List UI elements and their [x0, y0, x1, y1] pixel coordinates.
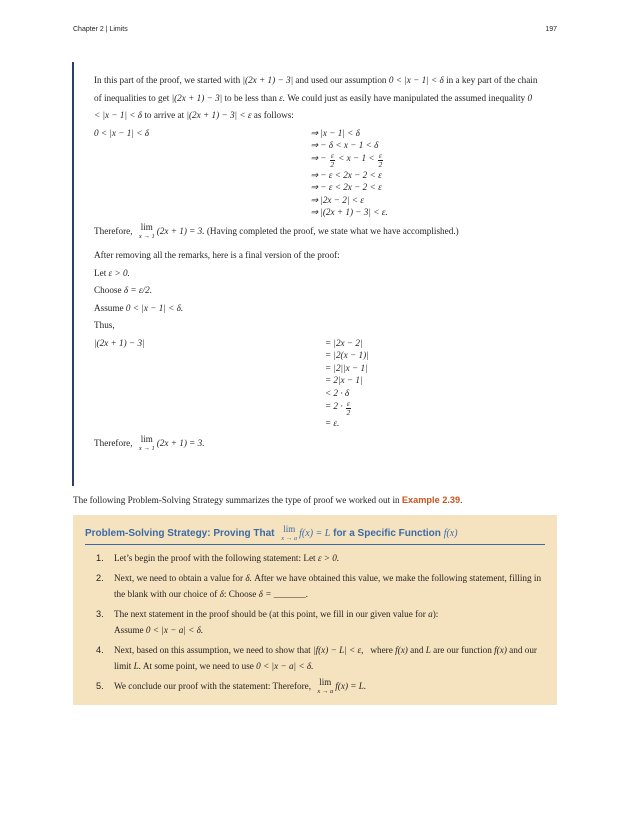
list-item: 5. We conclude our proof with the statement: Therefore, lim x → a f(x) = L.	[96, 677, 367, 695]
list-item: 4. Next, based on this assumption, we need to show that |f(x) − L| < ε, where f(x) and L are our function f(x) and our limit L. At some point, we need to use 0 < |x − a| < δ.	[96, 645, 537, 671]
thus-line: Thus,	[94, 320, 115, 331]
therefore-limit-2: Therefore, lim x → 1 (2x + 1) = 3.	[94, 434, 205, 453]
final-proof-intro: After removing all the remarks, here is a final version of the proof:	[94, 250, 340, 261]
assume-line: Assume 0 < |x − 1| < δ.	[94, 302, 184, 313]
running-header-chapter: Chapter 2 | Limits	[73, 26, 128, 33]
proof-intro-paragraph: In this part of the proof, we started with |(2x + 1) − 3| and used our assumption 0 < |x − 1| < δ in a key part of the chain of inequalities to get |(2x + 1) − 3| to be less than ε. We could just as easily have manipulated the assumed inequality 0 < |x − 1| < δ to arrive at |(2x + 1) − 3| < ε as follows:	[94, 75, 538, 120]
strategy-title: Problem-Solving Strategy: Proving That lim x → a f(x) = L for a Specific Function f(x)	[85, 524, 458, 542]
inequality-chain: 0 < |x − 1| < δ ⇒ |x − 1| < δ ⇒ − δ < x − 1 < δ ⇒ − $\frac{\varepsilon}{2}$ < x − 1 < $\frac{\varepsilon}{2}$ ⇒ − ε < 2x − 2 < ε ⇒ − ε < 2x − 2 < ε ⇒ |2x − 2| < ε ⇒ |(2x + 1) − 3| < ε.	[94, 127, 539, 220]
list-item: 2. Next, we need to obtain a value for δ. After we have obtained this value, we make the following statement, filling in the blank with our choice of δ: Choose δ = _______.	[96, 573, 542, 599]
list-item: 3. The next statement in the proof should be (at this point, we fill in our given value for a): Assume 0 < |x − a| < δ.	[96, 609, 439, 635]
page-number: 197	[545, 26, 557, 33]
chain-fraction-row: ⇒ − $\frac{\varepsilon}{2}$ < x − 1 < $\frac{\varepsilon}{2}$	[310, 150, 383, 169]
limit-operator: lim x → 1	[138, 222, 155, 241]
let-line: Let ε > 0.	[94, 267, 130, 278]
equality-chain: |(2x + 1) − 3| = |2x − 2| = |2(x − 1)| = |2||x − 1| = 2|x − 1| < 2 · δ = 2 · $\frac{\varepsilon}{2}$ = ε.	[94, 337, 369, 428]
fraction-eps-over-2: $\frac{\varepsilon}{2}$	[330, 150, 335, 169]
problem-solving-strategy-box	[73, 515, 557, 705]
example-link[interactable]: Example 2.39	[401, 495, 461, 505]
strategy-steps	[96, 550, 548, 700]
list-item: 1. Let’s begin the proof with the following statement: Let ε > 0.	[96, 553, 340, 563]
summary-sentence: The following Problem-Solving Strategy summarizes the type of proof we worked out in Example 2.39.	[73, 495, 463, 505]
choose-line: Choose δ = ε/2.	[94, 285, 152, 296]
title-divider	[85, 544, 545, 545]
proof-side-bar	[72, 62, 74, 486]
proof-block	[94, 72, 539, 453]
therefore-limit-1: Therefore, lim x → 1 (2x + 1) = 3. (Having completed the proof, we state what we have accomplished.)	[94, 222, 459, 241]
